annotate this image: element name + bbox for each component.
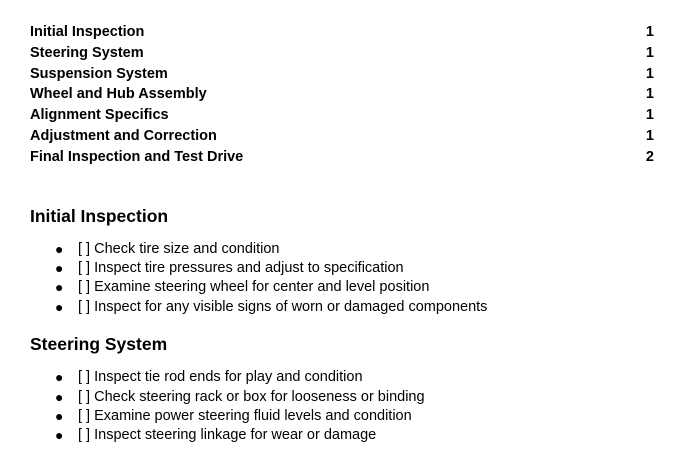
checklist-item-text: [ ] Inspect steering linkage for wear or damage <box>78 427 377 444</box>
toc-entry-title[interactable]: Final Inspection and Test Drive <box>30 148 244 165</box>
checklist-item-text: [ ] Inspect for any visible signs of worn or damaged components <box>78 298 488 315</box>
checklist-item <box>30 368 654 387</box>
toc-entry[interactable] <box>30 43 654 64</box>
checklist-item-text: [ ] Inspect tie rod ends for play and condition <box>78 369 363 386</box>
toc-entry[interactable] <box>30 147 654 168</box>
bullet-icon: ● <box>55 259 64 276</box>
toc-entry[interactable] <box>30 126 654 147</box>
bullet-icon: ● <box>55 279 64 296</box>
checklist-item-text: [ ] Examine steering wheel for center and level position <box>78 279 430 296</box>
bullet-icon: ● <box>55 240 64 257</box>
checklist-item <box>30 259 654 278</box>
checklist-item-text: [ ] Check steering rack or box for looseness or binding <box>78 388 425 405</box>
toc-entry[interactable] <box>30 105 654 126</box>
toc-entry-page: 2 <box>645 148 654 165</box>
toc-entry-title[interactable]: Initial Inspection <box>30 24 145 40</box>
toc-entry-page: 1 <box>645 65 654 82</box>
toc-entry-title[interactable]: Steering System <box>30 44 144 61</box>
toc-entry-title[interactable]: Adjustment and Correction <box>30 127 217 144</box>
section-heading: Initial Inspection <box>30 205 169 226</box>
toc-entry-title[interactable]: Alignment Specifics <box>30 107 169 124</box>
checklist-item <box>30 426 654 445</box>
checklist-item-text: [ ] Check tire size and condition <box>78 240 280 257</box>
toc-entry-title[interactable]: Wheel and Hub Assembly <box>30 86 207 103</box>
document-page <box>30 0 654 446</box>
toc-entry-page: 1 <box>645 127 654 144</box>
bullet-icon: ● <box>55 427 64 444</box>
checklist-item <box>30 278 654 297</box>
checklist-item <box>30 240 654 259</box>
checklist-item-text: [ ] Inspect tire pressures and adjust to specification <box>78 259 404 276</box>
toc-entry-page: 1 <box>645 44 654 61</box>
checklist-item <box>30 388 654 407</box>
bullet-icon: ● <box>55 369 64 386</box>
toc-entry-page: 1 <box>645 24 654 40</box>
checklist <box>30 368 654 446</box>
section-heading: Steering System <box>30 334 168 355</box>
toc-entry-page: 1 <box>645 107 654 124</box>
toc-entry-title[interactable]: Suspension System <box>30 65 168 82</box>
checklist-item-text: [ ] Examine power steering fluid levels and condition <box>78 407 412 424</box>
bullet-icon: ● <box>55 388 64 405</box>
table-of-contents <box>30 22 654 168</box>
toc-entry[interactable] <box>30 22 654 43</box>
toc-entry[interactable] <box>30 64 654 85</box>
toc-entry[interactable] <box>30 84 654 105</box>
bullet-icon: ● <box>55 407 64 424</box>
checklist-item <box>30 298 654 317</box>
checklist <box>30 240 654 318</box>
toc-entry-page: 1 <box>645 86 654 103</box>
checklist-item <box>30 407 654 426</box>
bullet-icon: ● <box>55 298 64 315</box>
